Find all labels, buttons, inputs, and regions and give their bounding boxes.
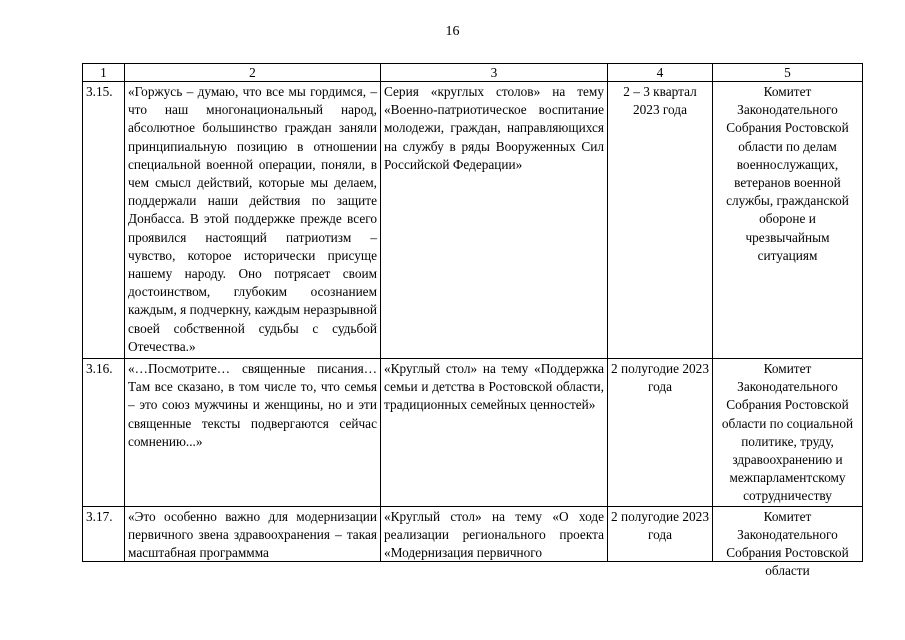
quote-cell bbox=[125, 506, 381, 561]
responsible-cell bbox=[713, 506, 863, 579]
table-row bbox=[83, 82, 863, 359]
event-cell: «Круглый стол» на тему «Поддержка семьи и детства в Ростовской области, традиционных семейных ценностей» bbox=[381, 359, 608, 507]
header-col-4: 4 bbox=[608, 64, 713, 82]
event-text: «Круглый стол» на тему «О ходе реализации регионального проекта «Модернизация первичного bbox=[384, 508, 604, 561]
row-number: 3.16. bbox=[83, 359, 125, 507]
quote-text: «Это особенно важно для модернизации первичного звена здравоохранения – такая масштабная программма bbox=[128, 508, 377, 561]
responsible-cell: Комитет Законодательного Собрания Ростовской области по социальной политике, труду, здравоохранению и межпарламентскому сотрудничеству bbox=[713, 359, 863, 507]
header-col-3: 3 bbox=[381, 64, 608, 82]
responsible-cell: Комитет Законодательного Собрания Ростовской области по делам военнослужащих, ветеранов военной службы, гражданской обороне и чрезвычайным ситуациям bbox=[713, 82, 863, 359]
header-col-1: 1 bbox=[83, 64, 125, 82]
header-col-5: 5 bbox=[713, 64, 863, 82]
table-row bbox=[83, 359, 863, 507]
period-cell: 2 – 3 квартал 2023 года bbox=[608, 82, 713, 359]
event-cell: Серия «круглых столов» на тему «Военно-патриотическое воспитание молодежи, граждан, направляющихся на службу в ряды Вооруженных Сил Российской Федерации» bbox=[381, 82, 608, 359]
row-number bbox=[83, 506, 125, 561]
responsible-text: Комитет Законодательного Собрания Ростовской области bbox=[726, 508, 849, 579]
row-number-text: 3.17. bbox=[86, 508, 113, 524]
period-text: 2 полугодие 2023 года bbox=[611, 508, 709, 542]
quote-cell: «Горжусь – думаю, что все мы гордимся, – что наш многонациональный народ, абсолютное большинство граждан заняли принципиальную позицию в отношении специальной военной операции, поняли, в чем смысл действий, которые мы делаем, поддержали наши действия по защите Донбасса. В этой поддержке прежде всего проявился настоящий патриотизм – чувство, которое исторически присуще нашему народу. Оно потрясает своим достоинством, глубоким осознанием каждым, я подчеркну, каждым неразрывной своей собственной судьбы с судьбой Отечества.» bbox=[125, 82, 381, 359]
events-table bbox=[82, 63, 863, 579]
row-number: 3.15. bbox=[83, 82, 125, 359]
period-cell bbox=[608, 506, 713, 561]
event-cell bbox=[381, 506, 608, 561]
header-row bbox=[83, 64, 863, 82]
header-col-2: 2 bbox=[125, 64, 381, 82]
page-number: 16 bbox=[445, 24, 460, 39]
period-cell: 2 полугодие 2023 года bbox=[608, 359, 713, 507]
quote-cell: «…Посмотрите… священные писания… Там все сказано, в том числе то, что семья – это союз мужчины и женщины, но и эти священные тексты подвергаются сейчас сомнению...» bbox=[125, 359, 381, 507]
table-row bbox=[83, 506, 863, 561]
